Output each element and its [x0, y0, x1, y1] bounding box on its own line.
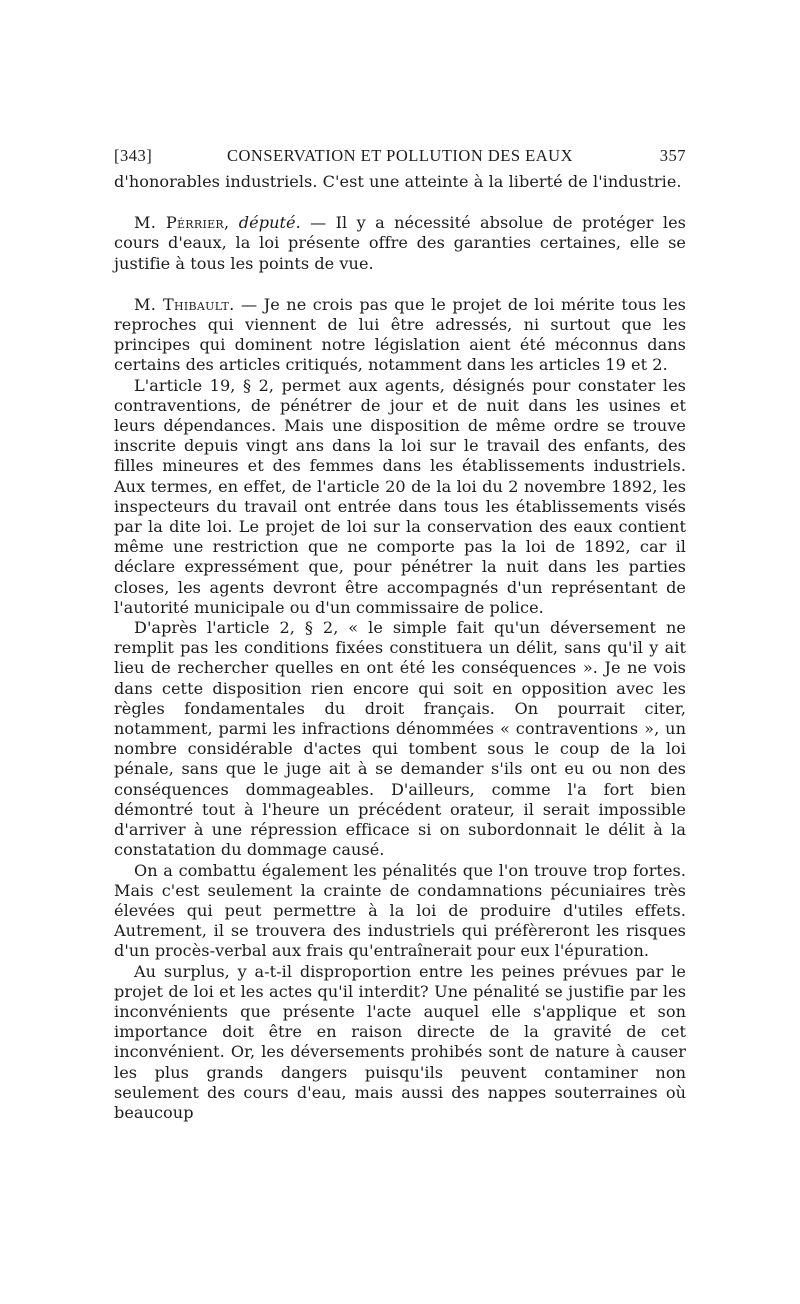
page-reference: [343] — [114, 146, 153, 165]
speaker-role: député. — [238, 213, 301, 233]
page-header — [114, 146, 686, 172]
document-page — [114, 146, 686, 1123]
paragraph-text: Au surplus, y a-t-il disproportion entre les peines prévues par le projet de loi et les actes qu'il interdit? Une pénalité se justifie par les inconvénients que présente l'acte auquel elle s'applique et son importance doit être en raison directe de la gravité de cet inconvénient. Or, les déversements prohibés sont de nature à causer les plus grands dangers puisqu'ils peuvent contaminer non seulement des cours d'eau, mais aussi des nappes souterraines où beaucoup — [114, 961, 686, 1122]
page-number: 357 — [659, 146, 686, 165]
paragraph-thibault — [114, 295, 686, 376]
paragraph-penalties — [114, 861, 686, 962]
paragraph-text: D'après l'article 2, § 2, « le simple fait qu'un déversement ne remplit pas les conditions fixées constituera un délit, sans qu'il y ait lieu de rechercher quelles en ont été les conséquences ». Je ne vois dans cette disposition rien encore qui soit en opposition avec les règles fondamentales du droit français. On pourrait citer, notamment, parmi les infractions dénommées « contraventions », un nombre considérable d'actes qui tombent sous le coup de la loi pénale, sans que le juge ait à se demander s'ils ont eu ou non des conséquences dommageables. D'ailleurs, comme l'a fort bien démontré tout à l'heure un précédent orateur, il serait impossible d'arriver à une répression efficace si on subordonnait le délit à la constatation du dommage causé. — [114, 618, 686, 860]
paragraph-text: d'honorables industriels. C'est une atteinte à la liberté de l'industrie. — [114, 172, 682, 191]
paragraph-perrier — [114, 213, 686, 274]
speaker-name: M. Thibault. — [134, 294, 235, 314]
paragraph-article-19 — [114, 376, 686, 618]
running-title: CONSERVATION ET POLLUTION DES EAUX — [227, 146, 573, 165]
paragraph-text: — Je ne crois pas que le projet de loi mérite tous les reproches qui viennent de lui être adressés, ni surtout que les principes qui dominent notre législation aient été méconnus dans certains des articles critiqués, notamment dans les articles 19 et 2. — [114, 294, 686, 375]
paragraph-text: L'article 19, § 2, permet aux agents, désignés pour constater les contraventions, de pénétrer de jour et de nuit dans les usines et leurs dépendances. Mais une disposition de même ordre se trouve inscrite depuis vingt ans dans la loi sur le travail des enfants, des filles mineures et des femmes dans les établissements industriels. Aux termes, en effet, de l'article 20 de la loi du 2 novembre 1892, les inspecteurs du travail ont entrée dans tous les établissements visés par la dite loi. Le projet de loi sur la conservation des eaux contient même une restriction que ne comporte pas la loi de 1892, car il déclare expressément que, pour pénétrer la nuit dans les parties closes, les agents devront être accompagnés d'un représentant de l'autorité municipale ou d'un commissaire de police. — [114, 375, 686, 617]
paragraph-continuation — [114, 172, 686, 192]
paragraph-text: On a combattu également les pénalités que l'on trouve trop fortes. Mais c'est seulement la crainte de condamnations pécuniaires très élevées qui peut permettre à la loi de produire d'utiles effets. Autrement, il se trouvera des industriels qui préfèreront les risques d'un procès-verbal aux frais qu'entraînerait pour eux l'épuration. — [114, 860, 686, 961]
paragraph-article-2 — [114, 618, 686, 860]
speaker-name: M. Pérrier, — [134, 213, 230, 233]
paragraph-text: — Il y a nécessité absolue de protéger les cours d'eaux, la loi présente offre des garanties certaines, elle se justifie à tous les points de vue. — [114, 213, 686, 273]
paragraph-disproportion — [114, 962, 686, 1124]
